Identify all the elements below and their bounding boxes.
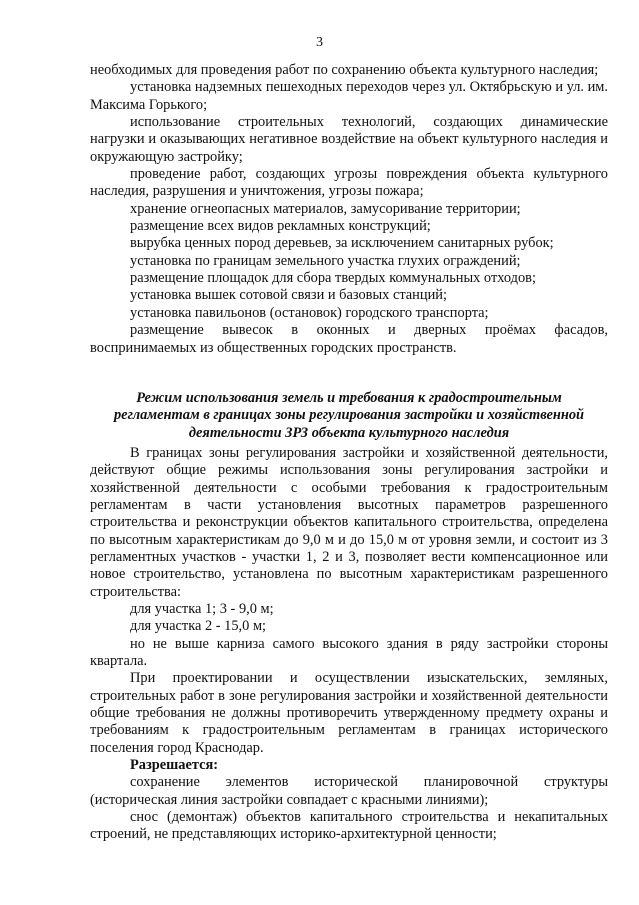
list-item: размещение всех видов рекламных конструкций; [130, 218, 431, 235]
document-body [90, 62, 608, 844]
section-heading-line: деятельности ЗРЗ объекта культурного наследия [188, 424, 510, 441]
paragraph: снос (демонтаж) объектов капитального строительства и некапитальных строений, не представляющих историко-архитектурной ценности; [90, 809, 608, 843]
section-heading-line: регламентам в границах зоны регулирования застройки и хозяйственной [113, 407, 585, 424]
list-item: размещение вывесок в оконных и дверных проёмах фасадов, воспринимаемых из общественных городских пространств. [90, 322, 608, 356]
paragraph: В границах зоны регулирования застройки и хозяйственной деятельности, действуют общие режимы использования зоны регулирования застройки и хозяйственной деятельности с особыми требования к градостроительным регламентам в части установления высотных параметров разрешенного строительства и реконструкции объектов капитального строительства, определена по высотным характеристикам до 9,0 м и до 15,0 м от уровня земли, и состоит из 3 регламентных участков - участки 1, 2 и 3, позволяет вести компенсационное или новое строительство, установлена по высотным характеристикам разрешенного строительства: [90, 444, 608, 600]
list-item: необходимых для проведения работ по сохранению объекта культурного наследия; [90, 62, 599, 78]
paragraph: для участка 1; 3 - 9,0 м; [130, 600, 274, 617]
paragraph: сохранение элементов исторической планировочной структуры (историческая линия застройки совпадает с красными линиями); [90, 774, 608, 808]
list-item: установка вышек сотовой связи и базовых станций; [130, 287, 447, 304]
list-item: установка по границам земельного участка глухих ограждений; [130, 252, 521, 269]
paragraph: но не выше карниза самого высокого здания в ряду застройки стороны квартала. [90, 635, 608, 669]
list-item: вырубка ценных пород деревьев, за исключением санитарных рубок; [130, 235, 554, 252]
list-item: хранение огнеопасных материалов, замусоривание территории; [130, 200, 521, 217]
list-item: установка надземных пешеходных переходов через ул. Октябрьскую и ул. им. Максима Горького; [90, 79, 608, 113]
list-item: установка павильонов (остановок) городского транспорта; [130, 304, 489, 321]
paragraph: При проектировании и осуществлении изыскательских, земляных, строительных работ в зоне регулирования застройки и хозяйственной деятельности общие требования не должны противоречить утвержденному предмету охраны и требованиям к градостроительным регламентам в границах исторического поселения город Краснодар. [90, 670, 608, 756]
page-number: 3 [316, 35, 323, 50]
list-item: размещение площадок для сбора твердых коммунальных отходов; [130, 270, 536, 287]
section-heading [90, 390, 608, 442]
paragraph: для участка 2 - 15,0 м; [130, 618, 267, 635]
section-heading-line: Режим использования земель и требования к градостроительным [136, 389, 562, 406]
list-item: использование строительных технологий, создающих динамические нагрузки и оказывающих негативное воздействие на объект культурного наследия и окружающую застройку; [90, 114, 608, 165]
list-item: проведение работ, создающих угрозы повреждения объекта культурного наследия, разрушения и уничтожения, угрозы пожара; [90, 166, 608, 200]
allowed-label: Разрешается: [130, 757, 219, 774]
